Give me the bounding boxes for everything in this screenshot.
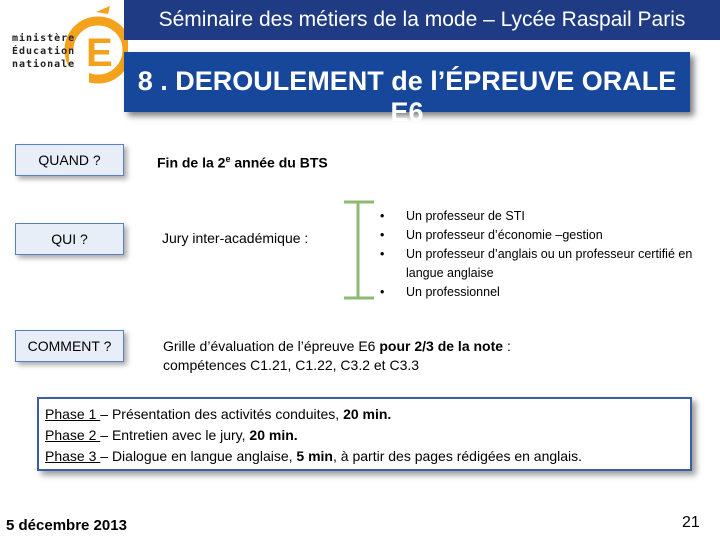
jury-member-3: Un professeur d’anglais ou un professeur certifié en langue anglaise — [406, 247, 693, 280]
phase-3-duration: 5 min — [296, 448, 333, 464]
comment-text — [163, 337, 613, 375]
phase-1-name: Phase 1 — [45, 406, 101, 422]
comment-line-1a: Grille d’évaluation de l’épreuve E6 — [163, 338, 380, 354]
title-bar — [124, 52, 690, 127]
list-item: • Un professionnel — [380, 285, 500, 299]
jury-member-2: Un professeur d’économie –gestion — [406, 228, 603, 242]
label-quand: QUAND ? — [15, 144, 124, 176]
list-item: • Un professeur de STI — [380, 209, 525, 223]
slide-title: 8 . DEROULEMENT de l’ÉPREUVE ORALE E6 — [137, 66, 677, 127]
bracket-icon — [340, 198, 376, 302]
phase-line-3 — [45, 446, 582, 466]
logo-line-2: Éducation — [12, 46, 76, 57]
quand-text-sup: e — [225, 154, 231, 164]
phase-2-name: Phase 2 — [45, 427, 101, 443]
list-item: • Un professeur d’économie –gestion — [380, 228, 603, 242]
phases-box — [37, 397, 692, 471]
page-number: 21 — [682, 514, 700, 531]
label-qui: QUI ? — [15, 223, 124, 255]
phase-3-text: – Dialogue en langue anglaise, — [100, 448, 297, 464]
phase-1-text: – Présentation des activités conduites, — [100, 406, 344, 422]
comment-line-1b: pour 2/3 de la note — [379, 338, 504, 354]
phase-line-1 — [45, 404, 391, 424]
logo-text — [12, 32, 75, 71]
comment-line-1c: : — [503, 338, 511, 354]
phase-3-tail: , à partir des pages rédigées en anglais. — [333, 448, 583, 464]
footer-date: 5 décembre 2013 — [6, 517, 127, 534]
quand-text-b: année du BTS — [230, 154, 328, 171]
phase-1-duration: 20 min. — [343, 406, 392, 422]
header-bar — [124, 0, 720, 40]
quand-text-a: Fin de la 2 — [157, 154, 226, 171]
qui-text: Jury inter-académique : — [162, 230, 309, 246]
quand-text — [157, 150, 328, 173]
list-item: • Un professeur d’anglais ou un professeur certifié en langue anglaise — [380, 247, 693, 280]
phase-3-name: Phase 3 — [45, 448, 101, 464]
label-comment: COMMENT ? — [15, 330, 124, 362]
phase-line-2 — [45, 425, 298, 445]
jury-members-list — [380, 207, 700, 302]
svg-text:E: E — [86, 31, 113, 75]
phase-2-duration: 20 min. — [249, 427, 298, 443]
logo-line-3: nationale — [12, 59, 76, 70]
phase-2-text: – Entretien avec le jury, — [100, 427, 250, 443]
jury-member-1: Un professeur de STI — [406, 209, 525, 223]
comment-line-2: compétences C1.21, C1.22, C3.2 et C3.3 — [163, 357, 420, 373]
ministry-logo — [6, 2, 124, 94]
jury-member-4: Un professionnel — [406, 285, 500, 299]
logo-line-1: ministère — [12, 33, 76, 44]
comment-line-1 — [163, 337, 613, 356]
header-title: Séminaire des métiers de la mode – Lycée Raspail Paris — [158, 8, 686, 31]
